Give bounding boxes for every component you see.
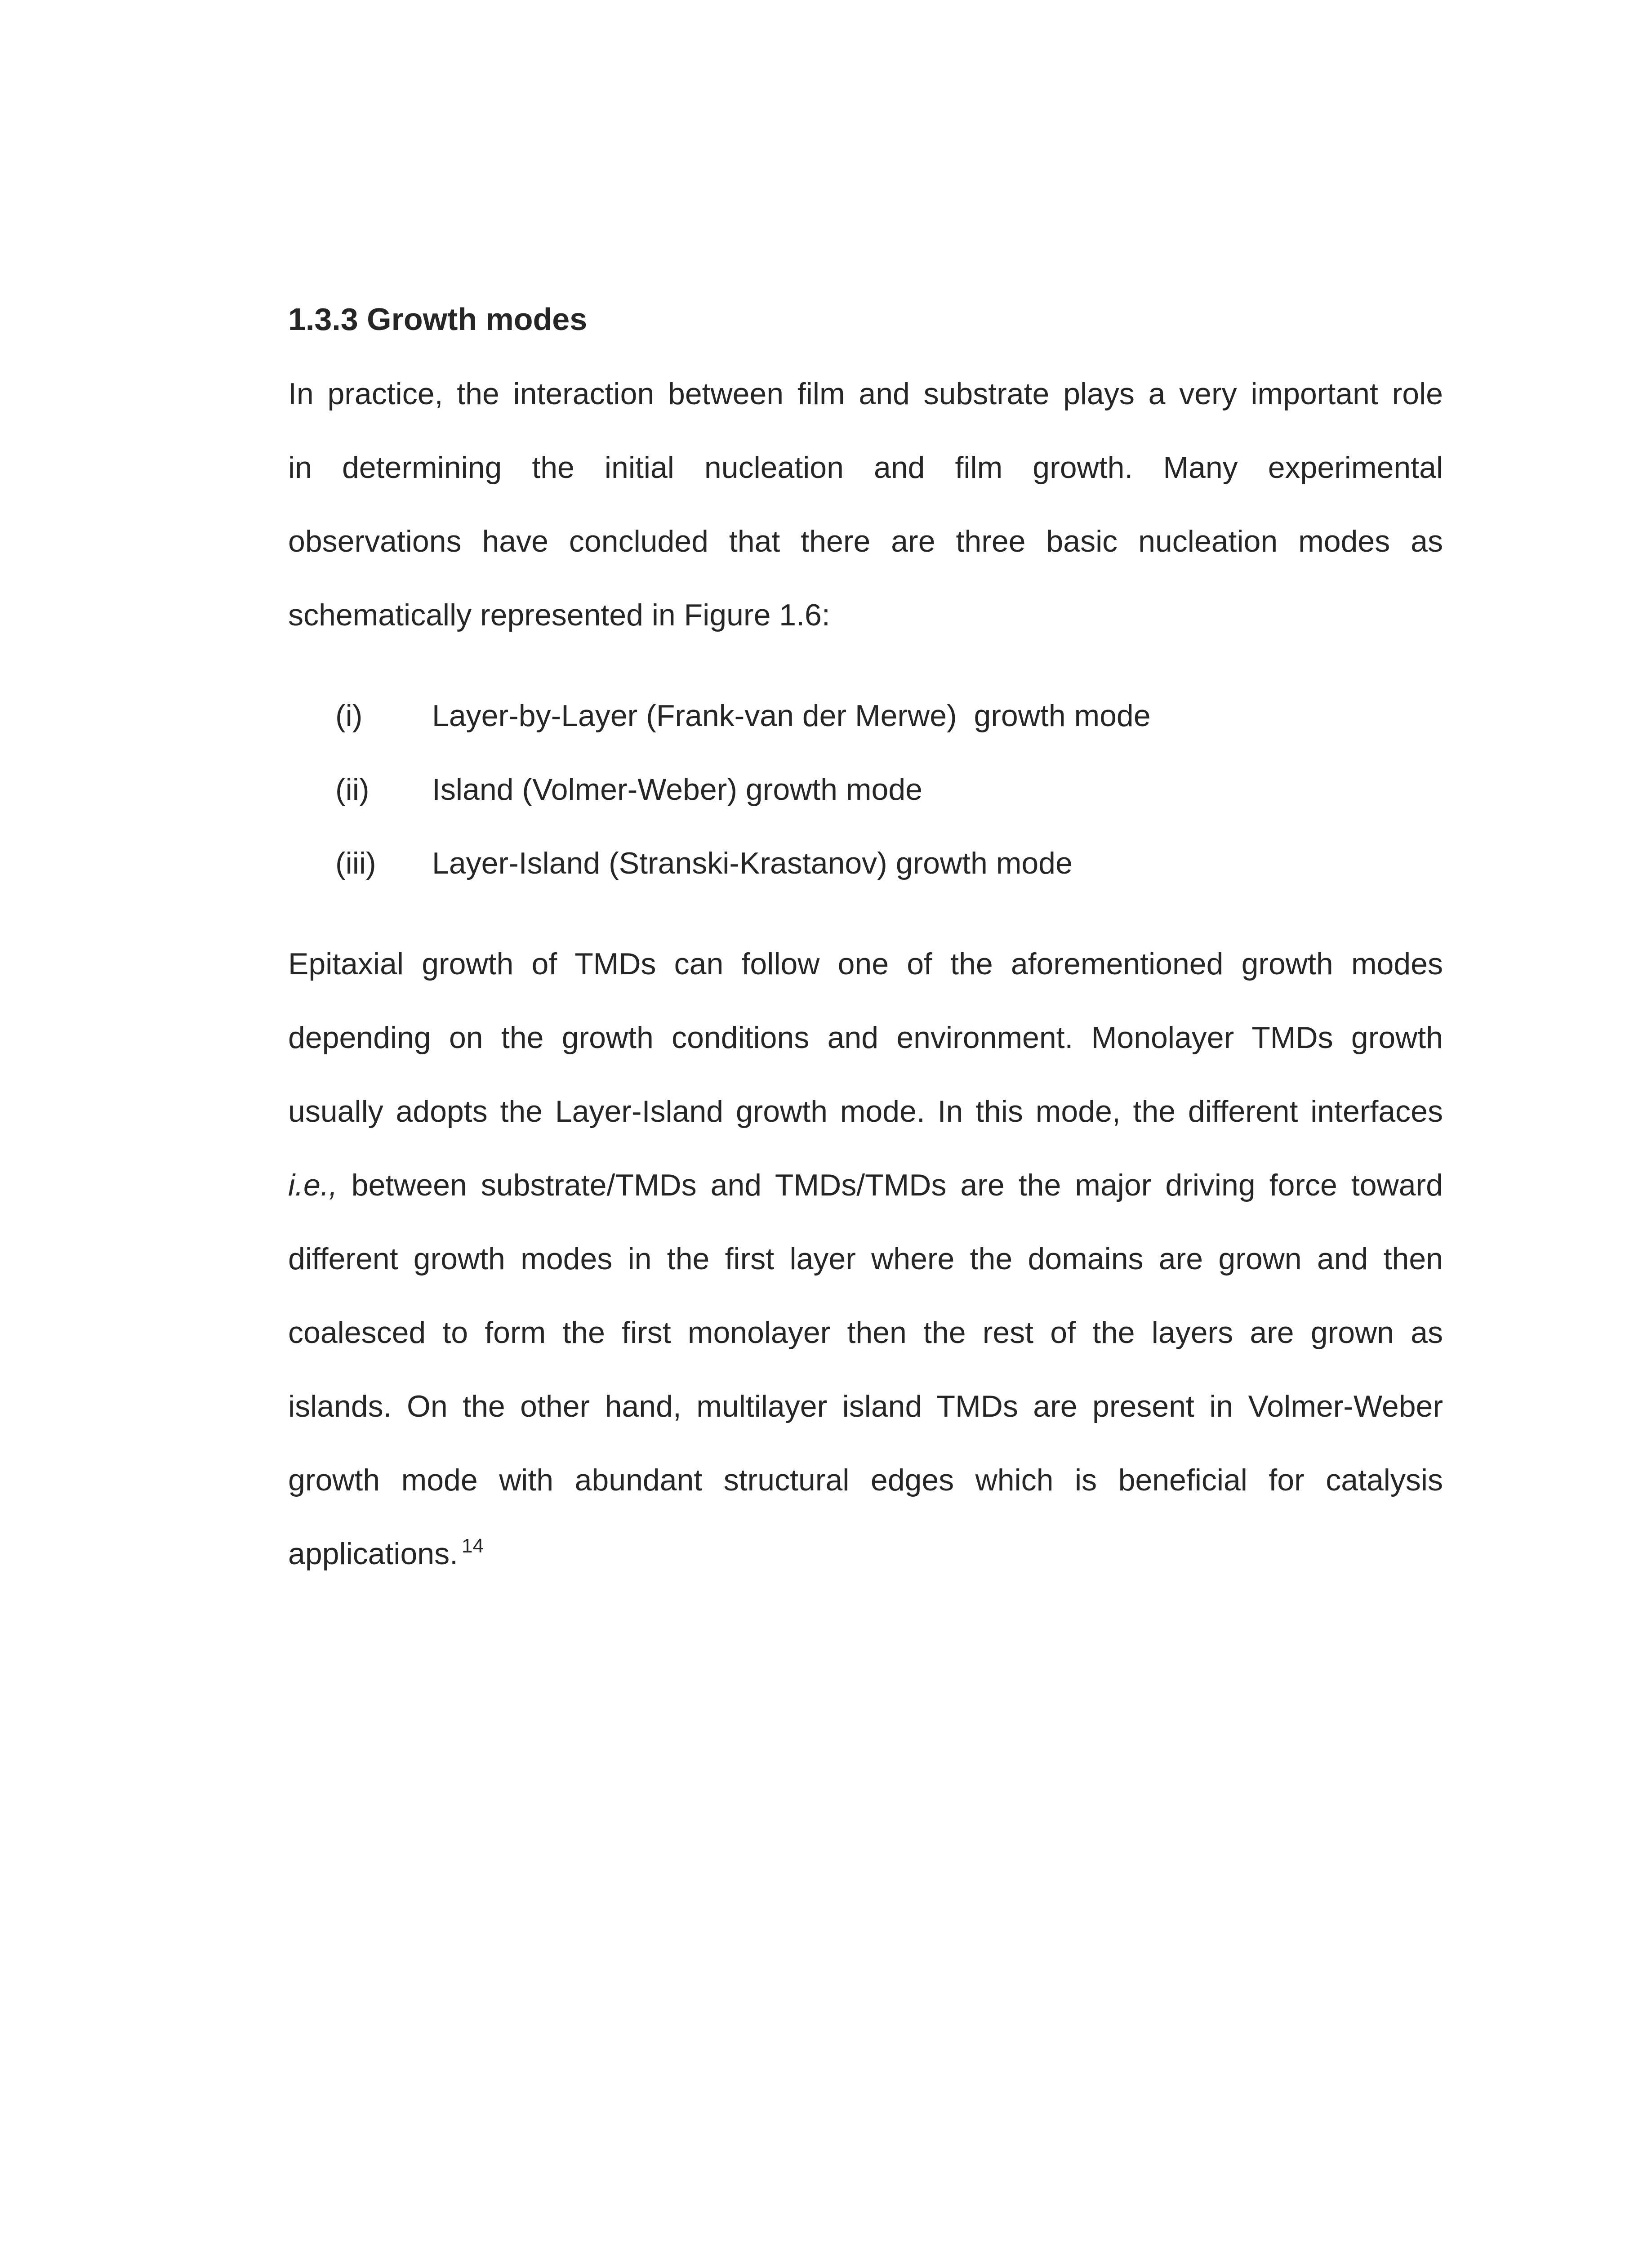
list-item-number: (i) xyxy=(335,699,363,733)
paragraph-line xyxy=(288,1517,1443,1591)
paragraph-line: depending on the growth conditions and environment. Monolayer TMDs growth xyxy=(288,1021,1443,1055)
italic-abbreviation: i.e., xyxy=(288,1168,338,1202)
paragraph-line-rest: between substrate/TMDs and TMDs/TMDs are the major driving force toward xyxy=(337,1168,1443,1202)
paragraph-line: Epitaxial growth of TMDs can follow one of the aforementioned growth modes xyxy=(288,947,1443,981)
list-item-text: Layer-Island (Stranski-Krastanov) growth mode xyxy=(432,846,1073,880)
paragraph-line: islands. On the other hand, multilayer island TMDs are present in Volmer-Weber xyxy=(288,1389,1443,1423)
paragraph-line: observations have concluded that there are three basic nucleation modes as xyxy=(288,524,1443,558)
paragraph-line: coalesced to form the first monolayer then the rest of the layers are grown as xyxy=(288,1316,1443,1350)
paragraph-last-text: applications. xyxy=(288,1537,459,1571)
paragraph-line: In practice, the interaction between film and substrate plays a very important role xyxy=(288,377,1443,411)
section-heading: 1.3.3 Growth modes xyxy=(288,302,588,337)
paragraph-line xyxy=(288,1148,1443,1222)
paragraph-line: in determining the initial nucleation and film growth. Many experimental xyxy=(288,450,1443,485)
list-item-number: (iii) xyxy=(335,846,376,880)
list-item-text: Layer-by-Layer (Frank-van der Merwe) growth mode xyxy=(432,699,1151,733)
growth-mode-list xyxy=(288,679,1443,900)
list-item xyxy=(288,826,1443,900)
paragraph-intro xyxy=(288,357,1443,652)
paragraph-line: usually adopts the Layer-Island growth mode. In this mode, the different interfaces xyxy=(288,1094,1443,1128)
paragraph-epitaxial xyxy=(288,927,1443,1591)
page-content xyxy=(288,297,1443,1591)
list-item xyxy=(288,753,1443,826)
paragraph-line: growth mode with abundant structural edges which is beneficial for catalysis xyxy=(288,1463,1443,1497)
list-item-number: (ii) xyxy=(335,772,370,807)
list-item-text: Island (Volmer-Weber) growth mode xyxy=(432,772,922,807)
paragraph-line: different growth modes in the first layer where the domains are grown and then xyxy=(288,1242,1443,1276)
citation-superscript: 14 xyxy=(462,1535,484,1557)
paragraph-line: schematically represented in Figure 1.6: xyxy=(288,598,830,632)
list-item xyxy=(288,679,1443,753)
